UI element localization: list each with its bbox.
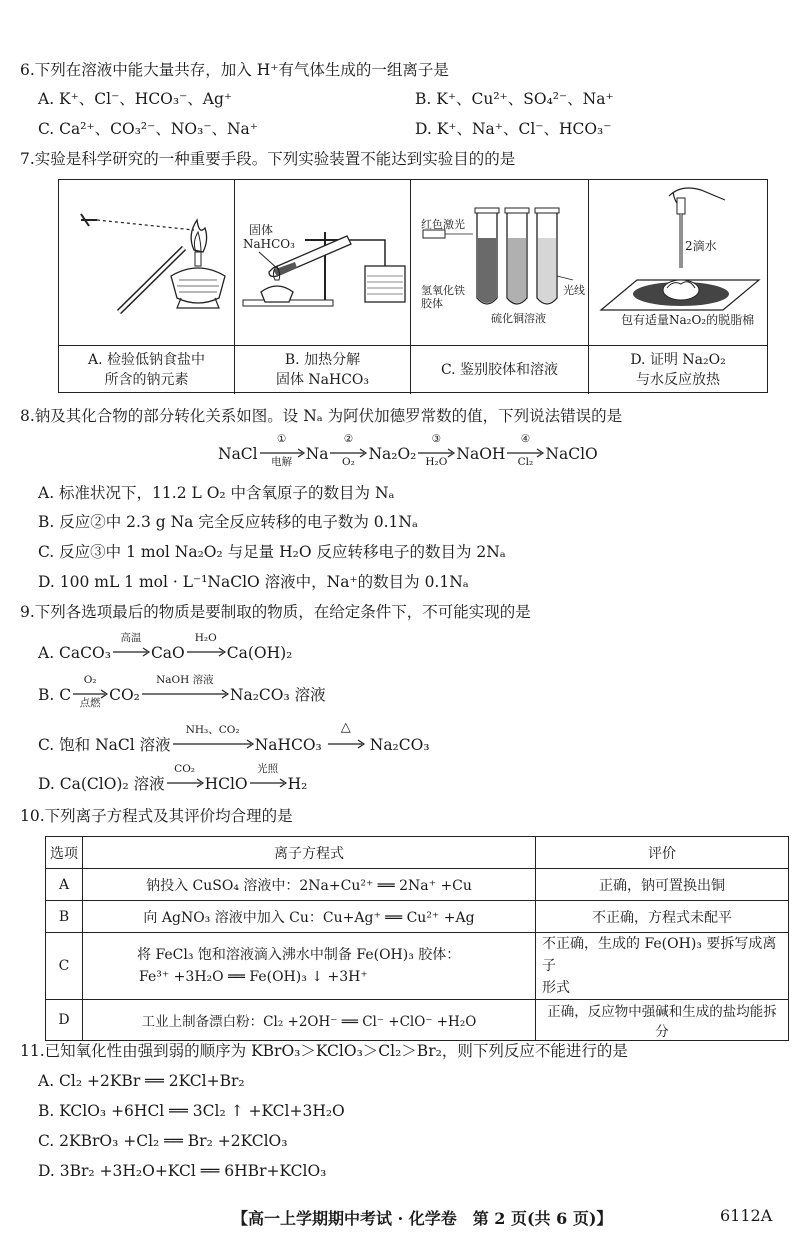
chain-arrow-1-bottom: 电解 xyxy=(271,456,293,468)
page-footer: 【高一上学期期中考试 · 化学卷 第 2 页(共 6 页)】 xyxy=(232,1209,613,1228)
q7-b-label-nahco3: NaHCO₃ xyxy=(243,237,295,251)
q7-caption-b-line2: 固体 NaHCO₃ xyxy=(275,372,370,388)
q7-figure-b xyxy=(235,180,411,345)
chain-arrow-1 xyxy=(258,433,306,468)
q9-a-arrow-2-top: H₂O xyxy=(194,632,217,644)
q11-stem: 11.已知氧化性由强到弱的顺序为 KBrO₃＞KClO₃＞Cl₂＞Br₂，则下列反应不能进行的是 xyxy=(20,1042,628,1060)
q9-b-arrow-1 xyxy=(71,674,109,709)
q7-c-label-laser: 红色激光 xyxy=(421,218,465,231)
q10-row-c-equation-line1: 将 FeCl₃ 饱和溶液滴入沸水中制备 Fe(OH)₃ 胶体： xyxy=(137,947,461,963)
q9-d-product: H₂ xyxy=(287,775,308,793)
q8-stem: 8.钠及其化合物的部分转化关系如图。设 Nₐ 为阿伏加德罗常数的值，下列说法错误的是 xyxy=(20,407,623,425)
q9-c-arrow-1 xyxy=(171,724,255,755)
q8-option-a: A. 标准状况下，11.2 L O₂ 中含氧原子的数目为 Nₐ xyxy=(38,484,395,502)
chain-na: Na xyxy=(305,445,329,463)
q9-c-reactant: C. 饱和 NaCl 溶液 xyxy=(38,736,171,754)
q9-option-d xyxy=(38,763,308,795)
q7-caption-b-line1: B. 加热分解 xyxy=(284,352,361,368)
q9-b-reactant: B. C xyxy=(38,686,72,704)
q9-c-arrow-1-top: NH₃、CO₂ xyxy=(185,724,240,736)
q10-row-evaluation: 不正确，方程式未配平 xyxy=(536,901,789,933)
q10-table-header xyxy=(46,837,789,869)
q9-a-arrow-1 xyxy=(111,632,151,663)
q10-stem: 10.下列离子方程式及其评价均合理的是 xyxy=(20,807,293,825)
heating-decomposition-illustration xyxy=(235,180,411,345)
q7-caption-d-line2: 与水反应放热 xyxy=(636,372,720,388)
q10-row-c-evaluation-line1: 不正确，生成的 Fe(OH)₃ 要拆写成离子 xyxy=(542,936,777,974)
q7-caption-d-line1: D. 证明 Na₂O₂ xyxy=(630,352,726,368)
q9-a-arrow-1-top: 高温 xyxy=(120,632,142,644)
q7-stem: 7.实验是科学研究的一种重要手段。下列实验装置不能达到实验目的的是 xyxy=(20,150,516,168)
q10-row-equation: 钠投入 CuSO₄ 溶液中：2Na+Cu²⁺ ══ 2Na⁺ +Cu xyxy=(83,869,536,901)
q9-option-c xyxy=(38,720,430,756)
q7-figure-a xyxy=(59,180,235,345)
q6-stem: 6.下列在溶液中能大量共存，加入 H⁺有气体生成的一组离子是 xyxy=(20,61,449,79)
q6-option-b: B. K⁺、Cu²⁺、SO₄²⁻、Na⁺ xyxy=(415,90,614,108)
q9-c-product: Na₂CO₃ xyxy=(369,736,430,754)
q9-b-arrow-2 xyxy=(140,674,230,705)
q10-row-c-evaluation-line2: 形式 xyxy=(542,980,570,996)
q10-row-evaluation xyxy=(536,933,789,1000)
q9-d-arrow-1 xyxy=(165,763,205,794)
q10-header-option: 选项 xyxy=(46,837,83,869)
chain-arrow-3-bottom: H₂O xyxy=(425,456,448,468)
q9-a-product: Ca(OH)₂ xyxy=(226,644,293,662)
table-row xyxy=(46,869,789,901)
chain-arrow-2-bottom: O₂ xyxy=(342,456,355,468)
chain-arrow-4-bottom: Cl₂ xyxy=(517,456,534,468)
chain-naclo: NaClO xyxy=(545,445,598,463)
chain-arrow-2 xyxy=(328,433,368,468)
q7-d-label-water: 2滴水 xyxy=(685,239,717,253)
chain-arrow-2-top: ② xyxy=(343,433,354,445)
q7-c-label-light: 光线 xyxy=(563,284,585,297)
q7-caption-b xyxy=(235,345,411,394)
q9-b-product: Na₂CO₃ 溶液 xyxy=(229,686,326,704)
q8-option-d: D. 100 mL 1 mol · L⁻¹NaClO 溶液中，Na⁺的数目为 0.1Nₐ xyxy=(38,573,469,591)
q9-a-intermediate: CaO xyxy=(150,644,185,662)
q7-figure-c xyxy=(411,180,589,345)
q7-c-label-colloid: 氢氧化铁胶体 xyxy=(421,284,465,310)
q10-row-equation: 工业上制备漂白粉：Cl₂ +2OH⁻ ══ Cl⁻ +ClO⁻ +H₂O xyxy=(83,1000,536,1041)
q11-option-b: B. KClO₃ +6HCl ══ 3Cl₂ ↑ +KCl+3H₂O xyxy=(38,1102,345,1120)
q9-d-arrow-2 xyxy=(248,763,288,794)
chain-na2o2: Na₂O₂ xyxy=(368,445,417,463)
q9-a-arrow-2 xyxy=(185,632,227,663)
q11-option-d: D. 3Br₂ +3H₂O+KCl ══ 6HBr+KClO₃ xyxy=(38,1162,327,1180)
q10-row-evaluation: 正确，钠可置换出铜 xyxy=(536,869,789,901)
q10-row-option: B xyxy=(46,901,83,933)
q8-option-b: B. 反应②中 2.3 g Na 完全反应转移的电子数为 0.1Nₐ xyxy=(38,513,418,531)
chain-arrow-3 xyxy=(416,433,456,468)
q7-d-label-cotton: 包有适量Na₂O₂的脱脂棉 xyxy=(621,313,755,327)
chain-nacl: NaCl xyxy=(218,445,258,463)
q6-option-c: C. Ca²⁺、CO₃²⁻、NO₃⁻、Na⁺ xyxy=(38,120,258,138)
q9-d-reactant: D. Ca(ClO)₂ 溶液 xyxy=(38,775,165,793)
q10-header-equation: 离子方程式 xyxy=(83,837,536,869)
q10-row-equation: 向 AgNO₃ 溶液中加入 Cu：Cu+Ag⁺ ══ Cu²⁺ +Ag xyxy=(83,901,536,933)
q10-header-evaluation: 评价 xyxy=(536,837,789,869)
q9-option-a xyxy=(38,632,293,664)
q7-figure-table xyxy=(58,179,768,393)
table-row xyxy=(46,933,789,1000)
table-row xyxy=(46,901,789,933)
q11-option-c: C. 2KBrO₃ +Cl₂ ══ Br₂ +2KClO₃ xyxy=(38,1132,288,1150)
q10-row-option: C xyxy=(46,933,83,1000)
q9-stem: 9.下列各选项最后的物质是要制取的物质，在给定条件下，不可能实现的是 xyxy=(20,603,531,621)
q7-b-label-solid: 固体 xyxy=(249,223,274,237)
chain-arrow-4-top: ④ xyxy=(520,433,531,445)
q7-caption-c-line1: C. 鉴别胶体和溶液 xyxy=(440,362,559,378)
paper-code: 6112A xyxy=(720,1206,773,1225)
chain-arrow-1-top: ① xyxy=(276,433,287,445)
flame-test-illustration xyxy=(59,180,235,345)
q9-a-reactant: A. CaCO₃ xyxy=(38,644,111,662)
q9-b-arrow-1-bottom: 点燃 xyxy=(79,697,101,709)
q10-row-c-equation-line2: Fe³⁺ +3H₂O ══ Fe(OH)₃ ↓ +3H⁺ xyxy=(139,969,368,985)
q6-option-d: D. K⁺、Na⁺、Cl⁻、HCO₃⁻ xyxy=(415,120,612,138)
chain-arrow-4 xyxy=(505,433,545,468)
q7-caption-a xyxy=(59,345,235,394)
q9-c-arrow-2 xyxy=(326,720,366,755)
q9-d-arrow-2-top: 光照 xyxy=(257,763,279,775)
q7-caption-d xyxy=(589,345,767,394)
q7-caption-a-line2: 所含的钠元素 xyxy=(104,372,189,388)
q7-caption-a-line1: A. 检验低钠食盐中 xyxy=(87,352,205,368)
chain-arrow-3-top: ③ xyxy=(431,433,442,445)
q7-caption-c xyxy=(411,345,589,394)
q9-b-intermediate: CO₂ xyxy=(109,686,140,704)
q10-row-option: A xyxy=(46,869,83,901)
table-row xyxy=(46,1000,789,1041)
q8-conversion-chain xyxy=(218,433,598,468)
q9-d-intermediate: HClO xyxy=(204,775,248,793)
q6-option-a: A. K⁺、Cl⁻、HCO₃⁻、Ag⁺ xyxy=(38,90,233,108)
q9-d-arrow-1-top: CO₂ xyxy=(174,763,196,775)
q9-b-arrow-2-top: NaOH 溶液 xyxy=(156,674,214,686)
q10-row-evaluation: 正确，反应物中强碱和生成的盐均能拆分 xyxy=(536,1000,789,1041)
q9-c-intermediate: NaHCO₃ xyxy=(254,736,322,754)
q10-row-equation xyxy=(83,933,536,1000)
q7-c-label-solution: 硫化铜溶液 xyxy=(491,312,546,325)
chain-naoh: NaOH xyxy=(456,445,506,463)
q9-b-arrow-1-top: O₂ xyxy=(83,674,97,686)
q8-option-c: C. 反应③中 1 mol Na₂O₂ 与足量 H₂O 反应转移电子的数目为 2Nₐ xyxy=(38,543,506,561)
q10-table xyxy=(45,836,789,1041)
q9-c-arrow-2-top: △ xyxy=(340,720,351,735)
q9-option-b xyxy=(38,674,326,709)
q11-option-a: A. Cl₂ +2KBr ══ 2KCl+Br₂ xyxy=(38,1072,245,1090)
q10-row-option: D xyxy=(46,1000,83,1041)
q7-figure-d xyxy=(589,180,767,345)
